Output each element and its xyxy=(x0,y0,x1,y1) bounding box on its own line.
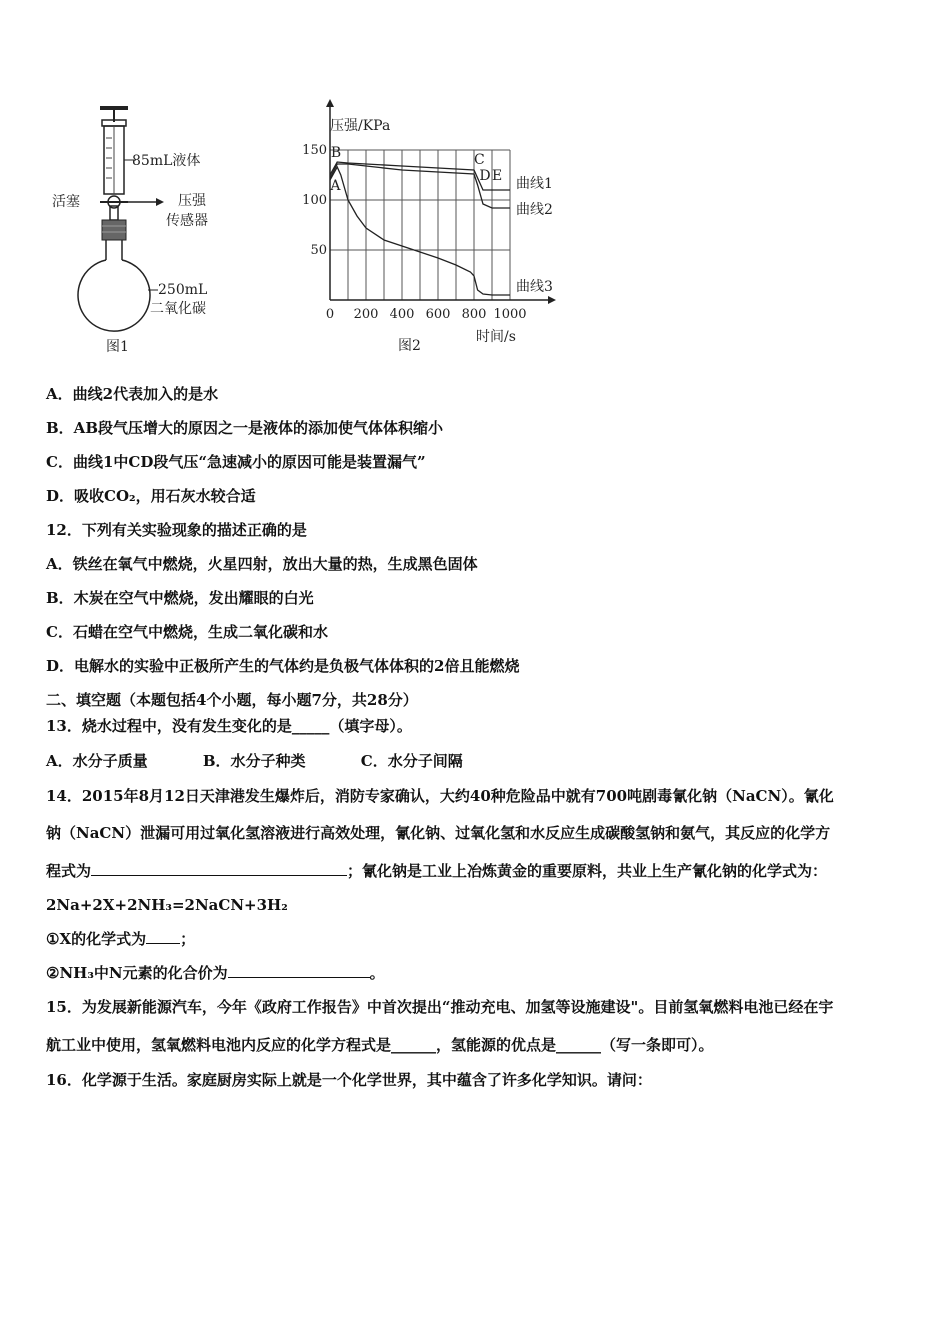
x-tick-label: 400 xyxy=(389,307,415,322)
q15-line-1: 15．为发展新能源汽车，今年《政府工作报告》中首次提出“推动充电、加氢等设施建设"。目前氢氧燃料电池已经在宇 xyxy=(46,998,834,1016)
q14-sub-1-start: ①X的化学式为 xyxy=(46,930,147,948)
y-axis-arrow-icon xyxy=(326,99,334,107)
q14-line-3-end: ；氰化钠是工业上冶炼黄金的重要原料，共业上生产氰化钠的化学式为： xyxy=(347,862,828,880)
q12-option-c: C．石蜡在空气中燃烧，生成二氧化碳和水 xyxy=(46,623,328,641)
point-label-e: E xyxy=(492,168,503,184)
q13-options xyxy=(46,751,513,771)
series-label-3: 曲线3 xyxy=(516,279,553,295)
y-tick-label: 150 xyxy=(302,143,327,158)
q14-sub-2-blank[interactable] xyxy=(228,963,370,978)
liquid-label: 85mL液体 xyxy=(132,153,201,169)
section-2-heading: 二、填空题（本题包括4个小题，每小题7分，共28分） xyxy=(46,691,418,709)
q14-sub-1 xyxy=(46,929,195,949)
q16-line-1: 16．化学源于生活。家庭厨房实际上就是一个化学世界，其中蕴含了许多化学知识。请问： xyxy=(46,1071,652,1089)
q14-answer-blank[interactable] xyxy=(91,861,347,876)
q13-stem: 13．烧水过程中，没有发生变化的是_____（填字母）。 xyxy=(46,717,412,735)
q15-line-2: 航工业中使用，氢氧燃料电池内反应的化学方程式是______，氢能源的优点是______（写一条即可）。 xyxy=(46,1036,714,1054)
arrow-icon xyxy=(156,198,164,206)
sensor-label-2: 传感器 xyxy=(166,213,208,229)
sensor-label-1: 压强 xyxy=(178,193,206,209)
x-tick-label: 200 xyxy=(353,307,379,322)
q13-option-a: A．水分子质量 xyxy=(46,752,148,770)
y-tick-label: 50 xyxy=(310,243,327,258)
q14-line-1: 14．2015年8月12日天津港发生爆炸后，消防专家确认，大约40种危险品中就有700吨剧毒氰化钠（NaCN）。氰化 xyxy=(46,787,834,805)
round-flask xyxy=(78,260,150,331)
q12-option-b: B．木炭在空气中燃烧，发出耀眼的白光 xyxy=(46,589,314,607)
q12-stem: 12．下列有关实验现象的描述正确的是 xyxy=(46,521,307,539)
syringe-handle xyxy=(100,106,128,110)
x-axis-arrow-icon xyxy=(548,296,556,304)
x-tick-label: 1000 xyxy=(493,307,527,322)
x-tick-label: 0 xyxy=(325,307,335,322)
figure1-caption: 图1 xyxy=(106,339,129,355)
q12-option-d: D．电解水的实验中正极所产生的气体约是负极气体体积的2倍且能燃烧 xyxy=(46,657,520,675)
q14-line-3-start: 程式为 xyxy=(46,862,92,880)
series-label-1: 曲线1 xyxy=(516,176,553,192)
series-label-2: 曲线2 xyxy=(516,202,553,218)
flask-label-1: 250mL xyxy=(158,282,208,298)
q11-option-c: C．曲线1中CD段气压“急速减小的原因可能是装置漏气” xyxy=(46,453,426,471)
x-tick-label: 800 xyxy=(461,307,487,322)
point-label-c: C xyxy=(474,152,485,168)
flask-label-2: 二氧化碳 xyxy=(150,301,206,317)
point-label-d: D xyxy=(479,168,491,184)
q14-sub-1-end: ； xyxy=(180,930,196,948)
valve-label: 活塞 xyxy=(52,194,80,210)
y-tick-label: 100 xyxy=(302,193,327,208)
x-axis-label: 时间/s xyxy=(476,329,516,345)
y-axis-label: 压强/KPa xyxy=(330,118,391,134)
point-label-b: B xyxy=(330,145,342,161)
q14-equation: 2Na+2X+2NH₃=2NaCN+3H₂ xyxy=(46,896,288,914)
q11-option-d: D．吸收CO₂，用石灰水较合适 xyxy=(46,487,256,505)
figure1-apparatus xyxy=(40,98,260,363)
q14-line-3 xyxy=(46,861,827,881)
figure2-pressure-chart xyxy=(290,95,580,355)
q11-option-b: B．AB段气压增大的原因之一是液体的添加使气体体积缩小 xyxy=(46,419,443,437)
q14-sub-2-end: 。 xyxy=(369,964,385,982)
q12-option-a: A．铁丝在氧气中燃烧，火星四射，放出大量的热，生成黑色固体 xyxy=(46,555,478,573)
stopper xyxy=(102,220,126,240)
point-label-a: A xyxy=(330,178,341,194)
figure2-caption: 图2 xyxy=(398,338,421,354)
q14-sub-2-start: ②NH₃中N元素的化合价为 xyxy=(46,964,228,982)
q13-option-c: C．水分子间隔 xyxy=(360,752,463,770)
q14-sub-2 xyxy=(46,963,385,983)
x-tick-label: 600 xyxy=(425,307,451,322)
q13-option-b: B．水分子种类 xyxy=(202,752,306,770)
q14-sub-1-blank[interactable] xyxy=(146,929,180,944)
q11-option-a: A．曲线2代表加入的是水 xyxy=(46,385,219,403)
q14-line-2: 钠（NaCN）泄漏可用过氧化氢溶液进行高效处理，氰化钠、过氧化氢和水反应生成碳酸氢钠和氨气，其反应的化学方 xyxy=(46,824,831,842)
